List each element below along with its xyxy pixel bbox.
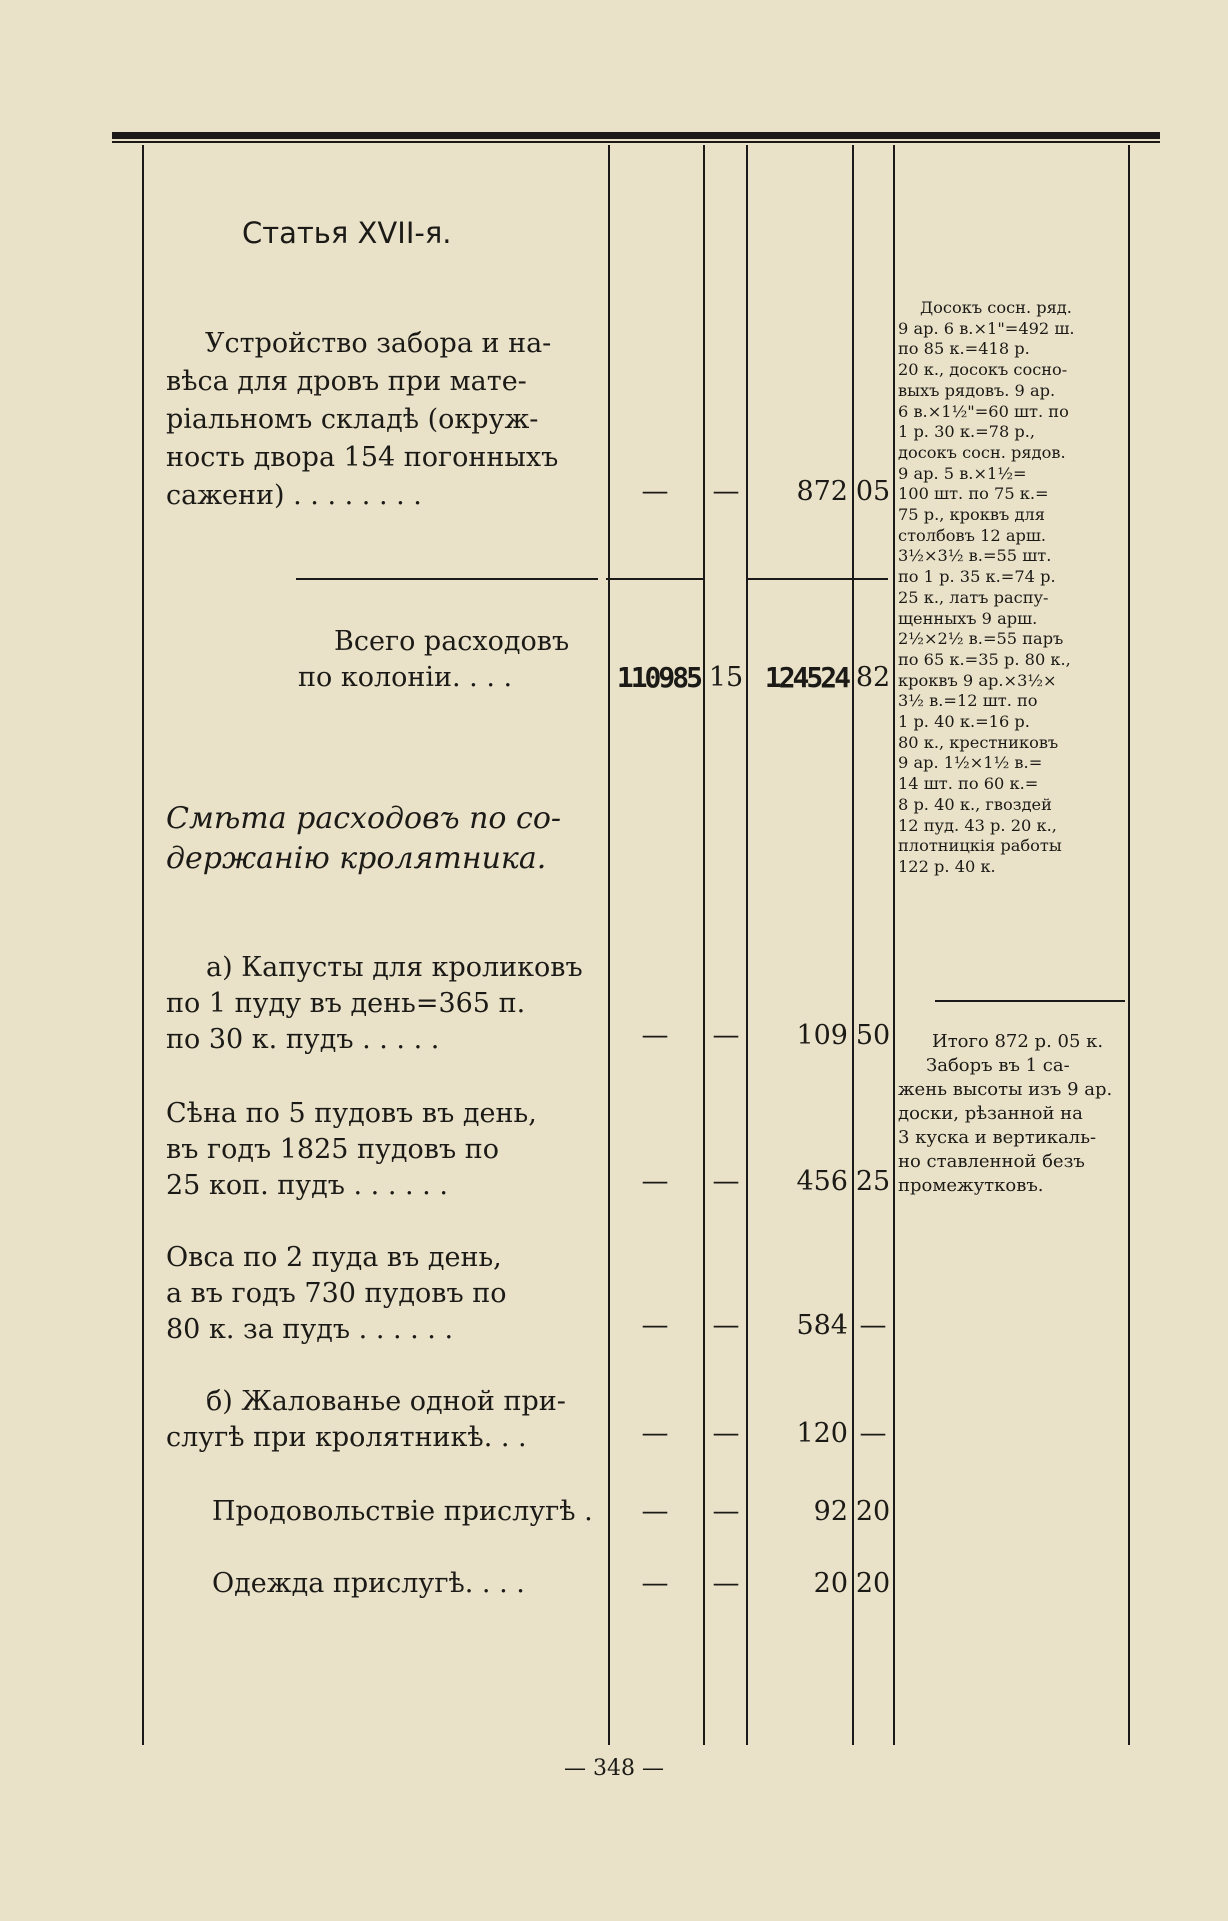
hay-col1: — bbox=[641, 1166, 669, 1197]
oats-col1: — bbox=[641, 1310, 669, 1341]
separator-col1 bbox=[606, 578, 704, 580]
note-total-line: доски, рѣзанной на bbox=[898, 1103, 1083, 1124]
provisions-rub: 92 bbox=[813, 1496, 848, 1527]
total-rub2: 124524 bbox=[764, 661, 848, 694]
note-line: кроквъ 9 ар.×3½× bbox=[898, 670, 1057, 690]
note-line: 12 пуд. 43 р. 20 к., bbox=[898, 815, 1057, 835]
note-total bbox=[898, 1030, 1130, 1198]
note-total-line: но ставленной безъ bbox=[898, 1151, 1085, 1172]
note-total-line: промежутковъ. bbox=[898, 1175, 1044, 1196]
note-line: плотницкія работы bbox=[898, 836, 1062, 856]
clothing-kop: 20 bbox=[855, 1568, 891, 1599]
rabbitry-heading-2: держанію кролятника. bbox=[166, 841, 547, 876]
note-line: 2½×2½ в.=55 паръ bbox=[898, 629, 1064, 649]
note-line: 25 к., латъ распу- bbox=[898, 587, 1049, 607]
note-line: 1 р. 40 к.=16 р. bbox=[898, 712, 1030, 732]
note-line: 1 р. 30 к.=78 р., bbox=[898, 422, 1036, 442]
hay-line-1: Сѣна по 5 пудовъ въ день, bbox=[166, 1098, 537, 1129]
note-line: 75 р., кроквъ для bbox=[898, 505, 1045, 525]
fence-rub: 872 bbox=[796, 476, 848, 507]
note-line: по 85 к.=418 р. bbox=[898, 339, 1030, 359]
note-total-line: жень высоты изъ 9 ар. bbox=[898, 1079, 1113, 1100]
note-line: 100 шт. по 75 к.= bbox=[898, 484, 1049, 504]
note-line: 9 ар. 5 в.×1½= bbox=[898, 463, 1027, 483]
salary-line-2: слугѣ при кролятникѣ. . . bbox=[166, 1422, 527, 1453]
note-line: по 1 р. 35 к.=74 р. bbox=[898, 567, 1056, 587]
fence-kop: 05 bbox=[855, 476, 891, 507]
fence-col1: — bbox=[641, 476, 669, 507]
note-total-line: Итого 872 р. 05 к. bbox=[932, 1031, 1104, 1052]
note-line: 6 в.×1½"=60 шт. по bbox=[898, 401, 1069, 421]
hay-line-3: 25 коп. пудъ . . . . . . bbox=[166, 1170, 448, 1201]
note-line: столбовъ 12 арш. bbox=[898, 525, 1047, 545]
note-line: 3½ в.=12 шт. по bbox=[898, 691, 1038, 711]
salary-kop: — bbox=[859, 1418, 887, 1449]
separator-notes bbox=[935, 1000, 1125, 1002]
note-line: 9 ар. 6 в.×1"=492 ш. bbox=[898, 318, 1075, 338]
note-line: выхъ рядовъ. 9 ар. bbox=[898, 380, 1056, 400]
cabbage-col2: — bbox=[712, 1020, 740, 1051]
oats-col2: — bbox=[712, 1310, 740, 1341]
fence-line-3: ріальномъ складѣ (окруж- bbox=[166, 404, 539, 435]
note-line: 9 ар. 1½×1½ в.= bbox=[898, 753, 1043, 773]
note-line: 122 р. 40 к. bbox=[898, 856, 996, 876]
fence-line-5: сажени) . . . . . . . . bbox=[166, 480, 422, 511]
top-rule-thin bbox=[112, 141, 1160, 143]
total-line-1: Всего расходовъ bbox=[334, 626, 570, 657]
provisions-kop: 20 bbox=[855, 1496, 891, 1527]
cabbage-line-2: по 1 пуду въ день=365 п. bbox=[166, 988, 526, 1019]
oats-kop: — bbox=[859, 1310, 887, 1341]
clothing-col2: — bbox=[712, 1568, 740, 1599]
note-line: по 65 к.=35 р. 80 к., bbox=[898, 649, 1071, 669]
column-line-desc-end bbox=[608, 145, 610, 1745]
total-kop2: 82 bbox=[855, 662, 891, 693]
separator-desc bbox=[296, 578, 598, 580]
note-line: досокъ сосн. рядов. bbox=[898, 442, 1066, 462]
cabbage-col1: — bbox=[641, 1020, 669, 1051]
salary-line-1: б) Жалованье одной при- bbox=[206, 1386, 566, 1417]
column-line-notes bbox=[893, 145, 895, 1745]
fence-col2: — bbox=[712, 476, 740, 507]
note-line: щенныхъ 9 арш. bbox=[898, 608, 1038, 628]
fence-line-1: Устройство забора и на- bbox=[205, 328, 552, 359]
top-rule bbox=[112, 132, 1160, 139]
article-heading: Статья XVII-я. bbox=[242, 216, 452, 250]
salary-col1: — bbox=[641, 1418, 669, 1449]
note-calculation bbox=[898, 298, 1130, 878]
oats-rub: 584 bbox=[796, 1310, 848, 1341]
note-line: 80 к., крестниковъ bbox=[898, 732, 1059, 752]
clothing-rub: 20 bbox=[813, 1568, 848, 1599]
note-line: 3½×3½ в.=55 шт. bbox=[898, 546, 1052, 566]
provisions-col2: — bbox=[712, 1496, 740, 1527]
cabbage-rub: 109 bbox=[796, 1020, 848, 1051]
provisions-col1: — bbox=[641, 1496, 669, 1527]
hay-line-2: въ годъ 1825 пудовъ по bbox=[166, 1134, 500, 1165]
clothing-line: Одежда прислугѣ. . . . bbox=[212, 1568, 525, 1599]
total-kop1: 15 bbox=[708, 662, 744, 693]
oats-line-3: 80 к. за пудъ . . . . . . bbox=[166, 1314, 454, 1345]
oats-line-1: Овса по 2 пуда въ день, bbox=[166, 1242, 502, 1273]
note-total-line: 3 куска и вертикаль- bbox=[898, 1127, 1097, 1148]
clothing-col1: — bbox=[641, 1568, 669, 1599]
cabbage-line-1: а) Капусты для кроликовъ bbox=[206, 952, 583, 983]
column-line-left bbox=[142, 145, 144, 1745]
note-line: Досокъ сосн. ряд. bbox=[920, 298, 1072, 317]
hay-kop: 25 bbox=[855, 1166, 891, 1197]
column-line-rub2 bbox=[746, 145, 748, 1745]
cabbage-kop: 50 bbox=[855, 1020, 891, 1051]
note-line: 20 к., досокъ сосно- bbox=[898, 360, 1068, 380]
total-line-2: по колоніи. . . . bbox=[298, 662, 513, 693]
salary-col2: — bbox=[712, 1418, 740, 1449]
provisions-line: Продовольствіе прислугѣ . bbox=[212, 1496, 593, 1527]
fence-line-2: вѣса для дровъ при мате- bbox=[166, 366, 527, 397]
fence-line-4: ность двора 154 погонныхъ bbox=[166, 442, 559, 473]
note-line: 14 шт. по 60 к.= bbox=[898, 774, 1039, 794]
note-line: 8 р. 40 к., гвоздей bbox=[898, 794, 1052, 814]
rabbitry-heading-1: Смѣта расходовъ по со- bbox=[166, 801, 562, 836]
hay-col2: — bbox=[712, 1166, 740, 1197]
separator-col2 bbox=[748, 578, 888, 580]
note-total-line: Заборъ въ 1 са- bbox=[926, 1055, 1070, 1076]
salary-rub: 120 bbox=[796, 1418, 848, 1449]
oats-line-2: а въ годъ 730 пудовъ по bbox=[166, 1278, 507, 1309]
cabbage-line-3: по 30 к. пудъ . . . . . bbox=[166, 1024, 440, 1055]
column-line-kop1 bbox=[703, 145, 705, 1745]
hay-rub: 456 bbox=[796, 1166, 848, 1197]
page-number: — 348 — bbox=[564, 1756, 664, 1781]
total-rub1: 110985 bbox=[616, 661, 700, 694]
